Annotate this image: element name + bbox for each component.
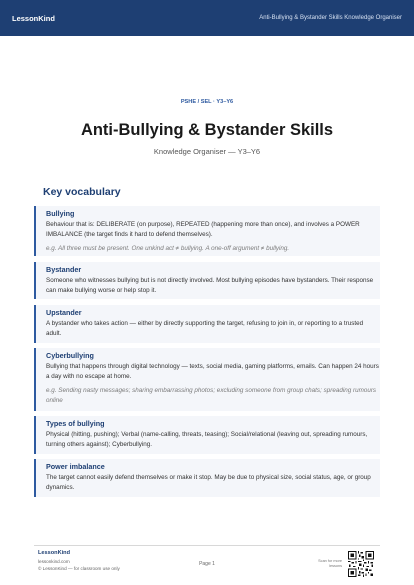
footer-divider (34, 545, 380, 546)
vocab-term: Bystander (46, 265, 82, 274)
qr-caption: Scan for more lessons (318, 559, 342, 568)
footer-brand: LessonKind (38, 550, 71, 556)
section-heading-vocabulary: Key vocabulary (43, 186, 121, 198)
vocab-definition: Bullying that happens through digital technology — texts, social media, gaming platforms, emails. Can happen 24 hours a day with no escape at home. (46, 363, 379, 380)
vocab-definition: Behaviour that is: DELIBERATE (on purpose), REPEATED (happening more than once), and involves a POWER IMBALANCE (the target finds it hard to defend themselves). (46, 221, 360, 238)
header-document-title: Anti-Bullying & Bystander Skills Knowledge Organiser (259, 15, 402, 21)
vocab-term: Cyberbullying (46, 351, 94, 360)
vocab-term: Power imbalance (46, 462, 105, 471)
page-subtitle: Knowledge Organiser — Y3–Y6 (153, 147, 261, 156)
subject-label: PSHE / SEL · Y3–Y6 (180, 99, 234, 105)
vocab-definition: The target cannot easily defend themselves or make it stop. May be due to physical size, social status, age, or group dynamics. (46, 474, 371, 491)
vocab-card-upstander (34, 305, 380, 343)
footer-url: lessonkind.com (38, 559, 70, 564)
top-banner (0, 0, 414, 36)
vocab-example: e.g. All three must be present. One unkind act ≠ bullying. A one-off argument ≠ bullying. (46, 245, 290, 252)
page-title: Anti-Bullying & Bystander Skills (80, 121, 334, 139)
vocab-definition: A bystander who takes action — either by directly supporting the target, refusing to join in, or reporting to a trusted adult. (46, 320, 364, 337)
vocab-card-types-of-bullying (34, 416, 380, 454)
vocab-card-power-imbalance (34, 459, 380, 497)
vocab-card-cyberbullying (34, 348, 380, 411)
vocab-example: e.g. Sending nasty messages; sharing embarrassing photos; excluding someone from group chats; spreading rumours online (46, 387, 377, 404)
vocab-term: Types of bullying (46, 419, 105, 428)
vocab-term: Upstander (46, 308, 82, 317)
brand-logo-text: LessonKind (12, 14, 55, 23)
vocab-definition: Someone who witnesses bullying but is not directly involved. Most bullying episodes have bystanders. Their response can make bullying worse or help stop it. (46, 277, 374, 294)
vocab-card-bullying (34, 206, 380, 256)
page-number: Page 1 (199, 561, 215, 567)
vocab-card-bystander (34, 262, 380, 299)
footer-copyright: © LessonKind — for classroom use only (38, 566, 120, 571)
vocab-term: Bullying (46, 209, 75, 218)
qr-code-icon (348, 551, 374, 577)
vocab-definition: Physical (hitting, pushing); Verbal (name-calling, threats, teasing); Social/relational (leaving out, spreading rumours, turning others against); Cyberbullying. (46, 431, 368, 448)
